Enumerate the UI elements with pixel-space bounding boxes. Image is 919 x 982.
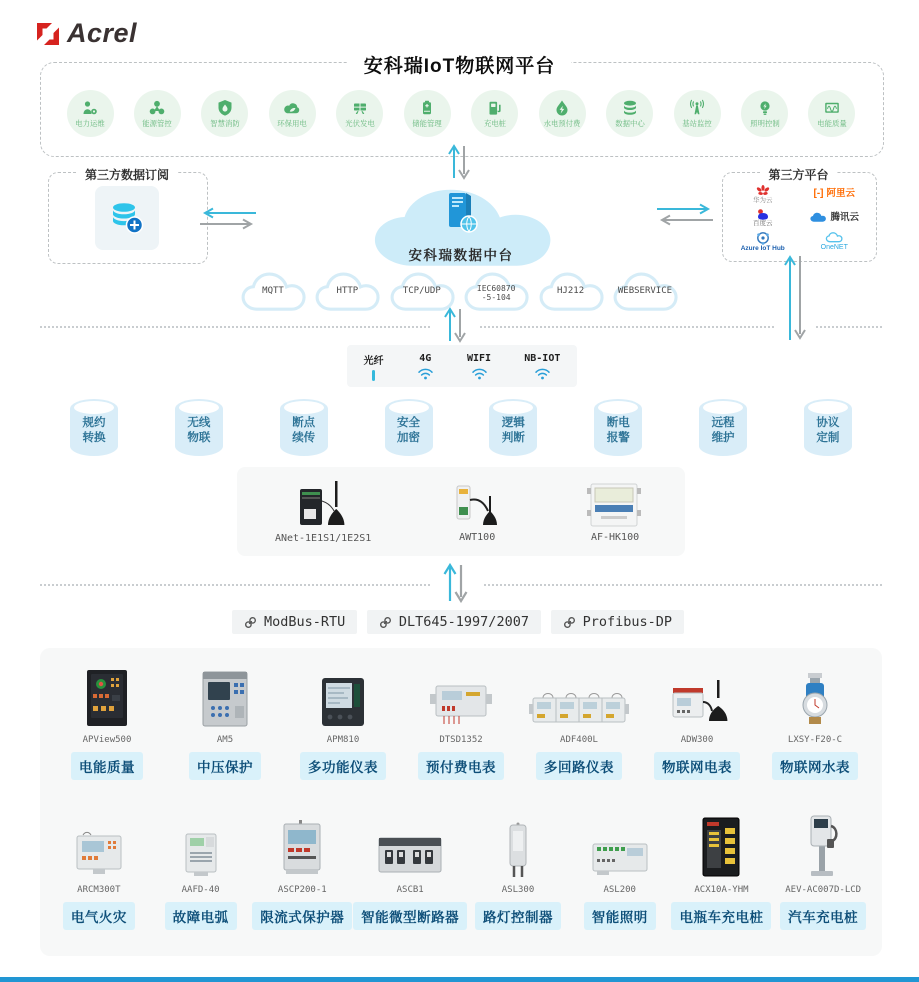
device-tag: 中压保护: [189, 752, 261, 780]
base-station-icon: [688, 99, 706, 117]
connectivity-nb-iot: NB-IOT: [524, 353, 560, 380]
subscription-database-tile: [95, 186, 159, 250]
devices-row-1: [48, 662, 874, 780]
device-tag: 故障电弧: [165, 902, 237, 930]
leftright-arrow-cloud-thirdparty: [655, 203, 715, 227]
app-item-energy-control: 能源管控: [125, 90, 189, 137]
ev-charging-icon: [486, 99, 504, 117]
smart-fire-icon: [216, 99, 234, 117]
device-aev-ac007d-lcd: AEV-AC007D-LCD 汽车充电桩: [772, 812, 874, 930]
acrel-logo: [34, 18, 137, 49]
link-icon: [379, 616, 392, 629]
app-item-lighting-control: 照明控制: [733, 90, 797, 137]
device-aafd-40: AAFD-40 故障电弧: [150, 812, 252, 930]
app-item-energy-storage: 储能管理: [395, 90, 459, 137]
app-item-solar-pv: 光伏发电: [328, 90, 392, 137]
device-tag: 电能质量: [71, 752, 143, 780]
capability-encryption: 安全 加密: [385, 399, 433, 456]
protocol-chip-profibus-dp: Profibus-DP: [551, 610, 684, 634]
connectivity-fiber: 光纤: [364, 352, 384, 381]
protocol-chip-modbus-rtu: ModBus-RTU: [232, 610, 357, 634]
device-arcm300t: ARCM300T 电气火灾: [48, 812, 150, 930]
device-tag: 智能照明: [584, 902, 656, 930]
vendor-azure-iot-hub: Azure IoT Hub: [741, 231, 785, 253]
third-party-vendors: [727, 183, 870, 253]
energy-control-icon: [148, 99, 166, 117]
gateway-awt100: AWT100: [447, 480, 507, 543]
device-ascp200-1: ASCP200-1 限流式保护器: [251, 812, 353, 930]
capability-protocol-conversion: 规约 转换: [70, 399, 118, 456]
data-center-icon: [621, 99, 639, 117]
device-tag: 电瓶车充电桩: [671, 902, 771, 930]
energy-storage-icon: [418, 99, 436, 117]
device-tag: 多功能仪表: [300, 752, 386, 780]
link-icon: [244, 616, 257, 629]
app-item-eco-power: 环保用电: [260, 90, 324, 137]
power-ops-icon: [81, 99, 99, 117]
vendor-tencent-cloud: 腾讯云: [809, 212, 859, 223]
data-hub-cloud: [366, 183, 556, 277]
capability-outage-alarm: 断电 报警: [594, 399, 642, 456]
updown-arrow-platform-cloud: [446, 144, 472, 180]
am5-image: [197, 668, 253, 730]
awt100-gateway-image: [447, 480, 507, 530]
protocol-cloud-tcp-udp: TCP/UDP: [389, 271, 455, 318]
device-ascb1: ASCB1 智能微型断路器: [353, 812, 467, 930]
device-lxsy-f20-c: LXSY-F20-C 物联网水表: [756, 662, 874, 780]
lxsy-f20-c-image: [792, 670, 838, 730]
app-item-ev-charging: 充电桩: [463, 90, 527, 137]
wifi-icon: [534, 367, 551, 380]
footer-accent-bar: [0, 977, 919, 982]
capabilities-row: [70, 399, 852, 456]
capability-wireless-iot: 无线 物联: [175, 399, 223, 456]
device-tag: 预付费电表: [418, 752, 504, 780]
acx10a-yhm-image: [691, 814, 751, 880]
solar-pv-icon: [351, 99, 369, 117]
gateway-af-hk100: AF-HK100: [583, 480, 647, 543]
device-tag: 物联网水表: [772, 752, 858, 780]
lighting-control-icon: [756, 99, 774, 117]
eco-power-icon: [283, 99, 301, 117]
link-icon: [563, 616, 576, 629]
capability-logic-judgement: 逻辑 判断: [489, 399, 537, 456]
platform-title: 安科瑞IoT物联网平台: [0, 51, 919, 78]
app-item-base-station: 基站监控: [665, 90, 729, 137]
apview500-image: [79, 668, 135, 730]
adf400l-image: [529, 688, 629, 730]
app-item-data-center: 数据中心: [598, 90, 662, 137]
protocol-cloud-http: HTTP: [314, 271, 380, 318]
field-protocols-row: [232, 610, 684, 634]
prepay-icon: [553, 99, 571, 117]
capability-resume-transfer: 断点 续传: [280, 399, 328, 456]
connectivity-bar: [347, 345, 577, 387]
ascb1-image: [373, 830, 447, 880]
device-asl300: ASL300 路灯控制器: [467, 812, 569, 930]
subscription-box-title: 第三方数据订阅: [48, 166, 206, 184]
gateway-box: [237, 467, 685, 556]
app-item-power-quality: 电能质量: [800, 90, 864, 137]
device-apview500: APView500 电能质量: [48, 662, 166, 780]
device-adw300: ADW300 物联网电表: [638, 662, 756, 780]
updown-arrow-thirdparty-gateway: [782, 254, 808, 342]
vendor-baidu-cloud: 百度云: [753, 208, 773, 228]
database-plus-icon: [107, 198, 147, 238]
data-hub-label: 安科瑞数据中台: [408, 248, 514, 263]
asl300-image: [498, 816, 538, 880]
ali-cloud-icon: [-]: [813, 188, 824, 199]
device-tag: 电气火灾: [63, 902, 135, 930]
vendor-huawei-cloud: 华为云: [753, 184, 773, 205]
device-tag: 限流式保护器: [252, 902, 352, 930]
wifi-icon: [417, 367, 434, 380]
tencent-cloud-icon: [809, 212, 827, 223]
device-dtsd1352: DTSD1352 预付费电表: [402, 662, 520, 780]
apm810-image: [316, 674, 370, 730]
huawei-cloud-icon: [756, 184, 770, 197]
anet-gateway-image: [288, 479, 358, 531]
ascp200-1-image: [274, 818, 330, 880]
fiber-icon: [372, 370, 375, 381]
adw300-image: [665, 674, 729, 730]
device-adf400l: ADF400L 多回路仪表: [520, 662, 638, 780]
azure-iot-hub-icon: [756, 231, 770, 245]
aev-ac007d-lcd-image: [799, 810, 847, 880]
af-hk100-gateway-image: [583, 480, 647, 530]
protocol-cloud-iec60870: IEC60870 -5-104: [463, 271, 529, 318]
protocol-cloud-hj212: HJ212: [538, 271, 604, 318]
devices-row-2: [48, 812, 874, 930]
third-party-box-title: 第三方平台: [722, 166, 875, 184]
server-icon: [439, 189, 483, 237]
device-tag: 路灯控制器: [475, 902, 561, 930]
asl200-image: [587, 834, 653, 880]
arcm300t-image: [69, 828, 129, 880]
capability-remote-maintenance: 远程 维护: [699, 399, 747, 456]
device-asl200: ASL200 智能照明: [569, 812, 671, 930]
device-tag: 智能微型断路器: [353, 902, 467, 930]
vendor-ali-cloud: [-] 阿里云: [813, 188, 855, 200]
gateway-anet: ANet-1E1S1/1E2S1: [275, 479, 371, 544]
acrel-logo-icon: [34, 20, 62, 48]
connectivity-4g: 4G: [417, 353, 434, 380]
protocol-cloud-mqtt: MQTT: [240, 271, 306, 318]
apps-row: [58, 90, 864, 137]
aafd-40-image: [176, 826, 226, 880]
protocol-cloud-webservice: WEBSERVICE: [612, 271, 678, 318]
app-item-prepay: 水电预付费: [530, 90, 594, 137]
leftright-arrow-subscription-cloud: [198, 207, 258, 231]
updown-arrow-edge-devices: [440, 563, 470, 603]
protocol-chip-dlt645: DLT645-1997/2007: [367, 610, 541, 634]
vendor-onenet: OneNET: [821, 232, 848, 251]
device-tag: 物联网电表: [654, 752, 740, 780]
dtsd1352-image: [428, 676, 494, 730]
connectivity-wifi: WIFI: [467, 353, 491, 380]
device-tag: 汽车充电桩: [780, 902, 866, 930]
device-am5: AM5 中压保护: [166, 662, 284, 780]
app-item-smart-fire: 智慧消防: [193, 90, 257, 137]
brand-name: Acrel: [67, 18, 138, 48]
capability-custom-protocol: 协议 定制: [804, 399, 852, 456]
updown-arrow-cloud-edge: [442, 307, 468, 343]
onenet-cloud-icon: [825, 232, 843, 243]
power-quality-icon: [823, 99, 841, 117]
baidu-cloud-icon: [756, 208, 770, 220]
app-item-power-ops: 电力运维: [58, 90, 122, 137]
device-acx10a-yhm: ACX10A-YHM 电瓶车充电桩: [671, 812, 773, 930]
device-tag: 多回路仪表: [536, 752, 622, 780]
device-apm810: APM810 多功能仪表: [284, 662, 402, 780]
wifi-icon: [471, 367, 488, 380]
